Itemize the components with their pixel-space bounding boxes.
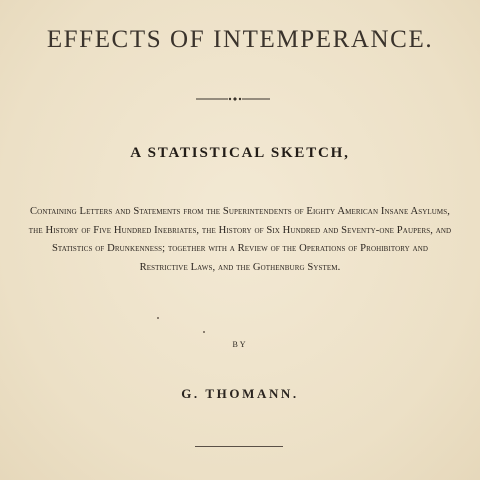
author-name: G. THOMANN. xyxy=(181,386,299,401)
ornament-divider xyxy=(196,96,270,102)
book-description: Containing Letters and Statements from the Superintendents of Eighty American Insane Asylums, the History of Five Hundred Inebriates, the History of Six Hundred and Seventy-one Paupers, and Statistics of Drunkenness; together with a Review of the Operations of Prohibitory and Restrictive Laws, and the Gothenburg System. xyxy=(28,206,452,273)
bottom-rule xyxy=(195,446,283,447)
book-subtitle: A STATISTICAL SKETCH, xyxy=(130,145,350,161)
book-title: EFFECTS OF INTEMPERANCE. xyxy=(46,26,434,53)
by-label: BY xyxy=(232,340,248,349)
paper-speck xyxy=(157,317,159,319)
paper-speck xyxy=(203,331,205,333)
